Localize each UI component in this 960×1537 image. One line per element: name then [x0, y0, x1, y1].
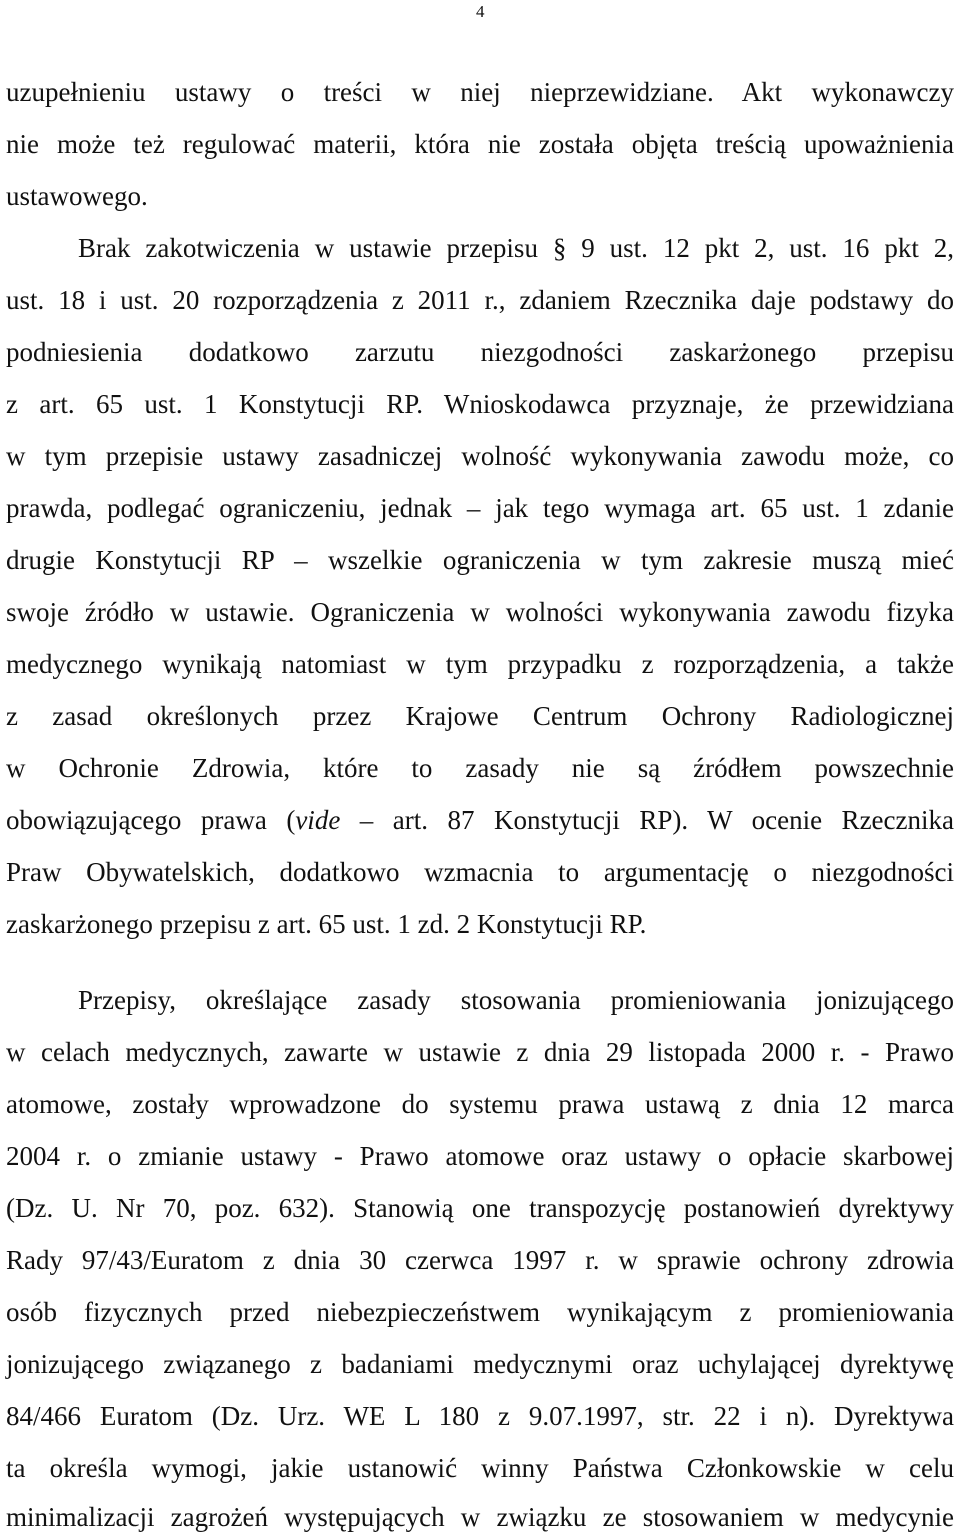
- text-line: drugie Konstytucji RP – wszelkie ograniczenia w tym zakresie muszą mieć: [6, 545, 954, 575]
- text-line: ustawowego.: [6, 181, 148, 211]
- page-number: 4: [476, 2, 485, 21]
- text-line: minimalizacji zagrożeń występujących w związku ze stosowaniem w medycynie: [6, 1502, 954, 1532]
- italic-vide: vide: [295, 805, 341, 835]
- text-line: z art. 65 ust. 1 Konstytucji RP. Wnioskodawca przyznaje, że przewidziana: [6, 389, 954, 419]
- text-segment: obowiązującego prawa (: [6, 805, 296, 835]
- text-line: z zasad określonych przez Krajowe Centrum Ochrony Radiologicznej: [6, 701, 954, 731]
- text-line: Rady 97/43/Euratom z dnia 30 czerwca 1997 r. w sprawie ochrony zdrowia: [6, 1245, 954, 1275]
- text-line: Przepisy, określające zasady stosowania promieniowania jonizującego: [78, 985, 954, 1015]
- text-line: 2004 r. o zmianie ustawy - Prawo atomowe oraz ustawy o opłacie skarbowej: [6, 1141, 954, 1171]
- text-line: (Dz. U. Nr 70, poz. 632). Stanowią one transpozycję postanowień dyrektywy: [6, 1193, 954, 1223]
- text-line: Praw Obywatelskich, dodatkowo wzmacnia to argumentację o niezgodności: [6, 857, 954, 887]
- text-line: ust. 18 i ust. 20 rozporządzenia z 2011 r., zdaniem Rzecznika daje podstawy do: [6, 285, 954, 315]
- text-line: Brak zakotwiczenia w ustawie przepisu § 9 ust. 12 pkt 2, ust. 16 pkt 2,: [78, 233, 954, 263]
- text-line: podniesienia dodatkowo zarzutu niezgodności zaskarżonego przepisu: [6, 337, 954, 367]
- text-line: ta określa wymogi, jakie ustanowić winny Państwa Członkowskie w celu: [6, 1453, 954, 1483]
- text-line: prawda, podlegać ograniczeniu, jednak – jak tego wymaga art. 65 ust. 1 zdanie: [6, 493, 954, 523]
- text-line: osób fizycznych przed niebezpieczeństwem wynikającym z promieniowania: [6, 1297, 954, 1327]
- text-line: w celach medycznych, zawarte w ustawie z dnia 29 listopada 2000 r. - Prawo: [6, 1037, 954, 1067]
- text-line: medycznego wynikają natomiast w tym przypadku z rozporządzenia, a także: [6, 649, 954, 679]
- text-line: [6, 803, 954, 837]
- text-line: 84/466 Euratom (Dz. Urz. WE L 180 z 9.07.1997, str. 22 i n). Dyrektywa: [6, 1401, 954, 1431]
- text-line: zaskarżonego przepisu z art. 65 ust. 1 zd. 2 Konstytucji RP.: [6, 909, 647, 939]
- text-line: w tym przepisie ustawy zasadniczej wolność wykonywania zawodu może, co: [6, 441, 954, 471]
- text-segment: – art. 87 Konstytucji RP). W ocenie Rzecznika: [340, 805, 954, 835]
- text-line: w Ochronie Zdrowia, które to zasady nie są źródłem powszechnie: [6, 753, 954, 783]
- text-line: atomowe, zostały wprowadzone do systemu prawa ustawą z dnia 12 marca: [6, 1089, 954, 1119]
- text-line: nie może też regulować materii, która nie została objęta treścią upoważnienia: [6, 129, 954, 159]
- text-line: uzupełnieniu ustawy o treści w niej nieprzewidziane. Akt wykonawczy: [6, 77, 954, 107]
- text-line: jonizującego związanego z badaniami medycznymi oraz uchylającej dyrektywę: [6, 1349, 954, 1379]
- text-line: swoje źródło w ustawie. Ograniczenia w wolności wykonywania zawodu fizyka: [6, 597, 954, 627]
